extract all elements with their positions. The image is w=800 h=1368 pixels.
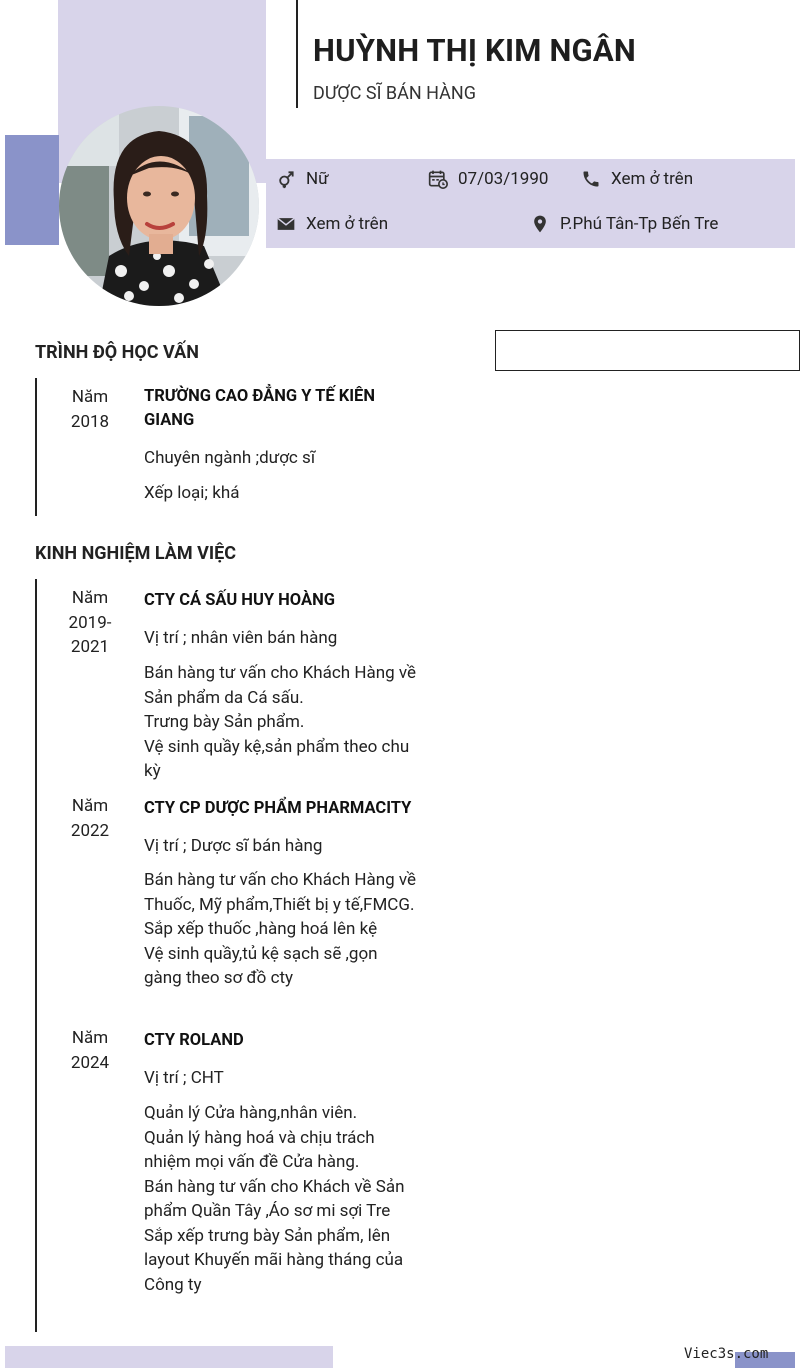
- contact-gender: [276, 169, 329, 189]
- experience-description: Quản lý Cửa hàng,nhân viên. Quản lý hàng hoá và chịu trách nhiệm mọi vấn đề Cửa hàng. Bán hàng tư vấn cho Khách về Sản phẩm Quần Tây ,Áo sơ mi sợi Tre Sắp xếp trưng bày Sản phẩm, lên layout Khuyến mãi hàng tháng của Công ty: [144, 1103, 405, 1295]
- education-year: Năm 2018: [70, 387, 110, 432]
- education-school: TRƯỜNG CAO ĐẲNG Y TẾ KIÊN GIANG: [144, 387, 375, 430]
- birthdate-value: 07/03/1990: [458, 169, 549, 189]
- experience-description: Bán hàng tư vấn cho Khách Hàng về Sản phẩm da Cá sấu. Trưng bày Sản phẩm. Vệ sinh quầy kệ,sản phẩm theo chu kỳ: [144, 663, 417, 781]
- blue-accent-block: [5, 135, 59, 245]
- experience-year: Năm 2024: [70, 1028, 110, 1073]
- phone-icon: [581, 169, 601, 189]
- experience-position: Vị trí ; CHT: [144, 1068, 224, 1088]
- gender-value: Nữ: [306, 169, 329, 189]
- contact-address: [530, 214, 718, 234]
- contact-birthdate: [428, 169, 548, 189]
- experience-position: Vị trí ; Dược sĩ bán hàng: [144, 836, 323, 856]
- experience-description: Bán hàng tư vấn cho Khách Hàng về Thuốc, Mỹ phẩm,Thiết bị y tế,FMCG. Sắp xếp thuốc ,hàng hoá lên kệ Vệ sinh quầy,tủ kệ sạch sẽ ,gọn gàng theo sơ đồ cty: [144, 870, 417, 988]
- contact-phone: [581, 169, 693, 189]
- candidate-name: HUỲNH THỊ KIM NGÂN: [313, 32, 636, 69]
- experience-year: Năm 2019- 2021: [68, 588, 112, 657]
- experience-timeline-line: [35, 579, 37, 1332]
- experience-company: CTY ROLAND: [144, 1031, 244, 1050]
- experience-company: CTY CP DƯỢC PHẨM PHARMACITY: [144, 799, 412, 818]
- contact-email: [276, 214, 388, 234]
- profile-photo: [59, 106, 259, 306]
- phone-value: Xem ở trên: [611, 169, 694, 189]
- watermark-text: Viec3s.com: [684, 1346, 769, 1362]
- footer-lavender-bar: [5, 1346, 333, 1368]
- mail-icon: [276, 214, 296, 234]
- education-section-title: TRÌNH ĐỘ HỌC VẤN: [35, 342, 199, 363]
- empty-section-box: [495, 330, 800, 371]
- gender-icon: [276, 169, 296, 189]
- location-pin-icon: [530, 214, 550, 234]
- calendar-icon: [428, 169, 448, 189]
- experience-year: Năm 2022: [70, 796, 110, 841]
- experience-section-title: KINH NGHIỆM LÀM VIỆC: [35, 543, 237, 564]
- education-major: Chuyên ngành ;dược sĩ: [144, 448, 316, 468]
- education-grade: Xếp loại; khá: [144, 483, 240, 503]
- header-divider: [296, 0, 298, 108]
- address-value: P.Phú Tân-Tp Bến Tre: [560, 214, 719, 234]
- experience-position: Vị trí ; nhân viên bán hàng: [144, 628, 338, 648]
- email-value: Xem ở trên: [306, 214, 389, 234]
- job-title: DƯỢC SĨ BÁN HÀNG: [313, 83, 477, 104]
- experience-company: CTY CÁ SẤU HUY HOÀNG: [144, 591, 335, 610]
